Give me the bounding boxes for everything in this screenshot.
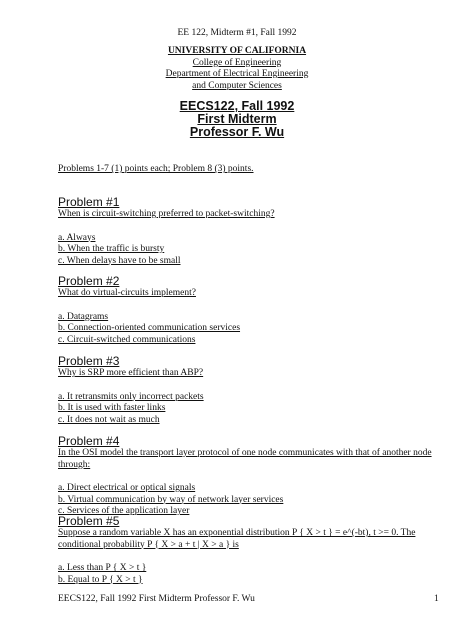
option-a: a. Less than P { X > t }: [58, 563, 147, 573]
option-b: b. When the traffic is bursty: [58, 244, 165, 254]
problem-heading: Problem #5: [58, 514, 120, 528]
title-exam: First Midterm: [197, 112, 277, 126]
points-note: Problems 1-7 (1) points each; Problem 8 (3) points.: [58, 164, 254, 174]
option-c: c. Services of the application layer: [58, 506, 190, 516]
problem-question: Why is SRP more efficient than ABP?: [58, 368, 204, 378]
option-b: b. Connection-oriented communication services: [58, 323, 241, 333]
problem-question: When is circuit-switching preferred to packet-switching?: [58, 209, 275, 219]
problem-3: [58, 355, 448, 426]
title-course: EECS122, Fall 1992: [179, 99, 295, 113]
answer-options: [58, 563, 448, 586]
answer-options: [58, 483, 448, 518]
problem-heading: Problem #2: [58, 274, 120, 288]
problem-question: Suppose a random variable X has an exponential distribution P { X > t } = e^(-bt), t >= 0. The conditional probability P { X > a + t | X > a } is: [58, 528, 416, 550]
exam-title: [0, 100, 474, 139]
department-line-1: Department of Electrical Engineering: [165, 69, 309, 79]
option-a: a. Always: [58, 232, 96, 243]
problem-4: [58, 435, 448, 518]
answer-options: [58, 312, 448, 347]
option-b: b. Equal to P { X > t }: [58, 574, 143, 585]
option-a: a. Datagrams: [58, 311, 109, 322]
institution-block: [0, 46, 474, 92]
option-a: a. It retransmits only incorrect packets: [58, 391, 204, 402]
problem-heading: Problem #4: [58, 434, 120, 448]
running-footer: EECS122, Fall 1992 First Midterm Professor F. Wu: [58, 594, 255, 604]
problem-2: [58, 275, 448, 346]
department-line-2: and Computer Sciences: [192, 80, 282, 91]
problem-1: [58, 196, 448, 267]
option-b: b. It is used with faster links: [58, 403, 166, 413]
problem-heading: Problem #1: [58, 195, 120, 209]
college-name: College of Engineering: [192, 57, 282, 68]
problem-heading: Problem #3: [58, 354, 120, 368]
option-a: a. Direct electrical or optical signals: [58, 483, 196, 493]
university-name: UNIVERSITY OF CALIFORNIA: [167, 46, 307, 56]
running-header: EE 122, Midterm #1, Fall 1992: [177, 28, 297, 38]
problem-5: [58, 515, 448, 586]
answer-options: [58, 392, 448, 427]
page-number: 1: [434, 594, 439, 604]
option-b: b. Virtual communication by way of network layer services: [58, 494, 284, 505]
option-c: c. It does not wait as much: [58, 414, 160, 425]
title-professor: Professor F. Wu: [189, 125, 285, 139]
option-c: c. Circuit-switched communications: [58, 334, 196, 345]
problem-question: What do virtual-circuits implement?: [58, 288, 196, 298]
problem-question: In the OSI model the transport layer protocol of one node communicates with that of another node through:: [58, 448, 432, 470]
option-c: c. When delays have to be small: [58, 255, 181, 266]
answer-options: [58, 233, 448, 268]
